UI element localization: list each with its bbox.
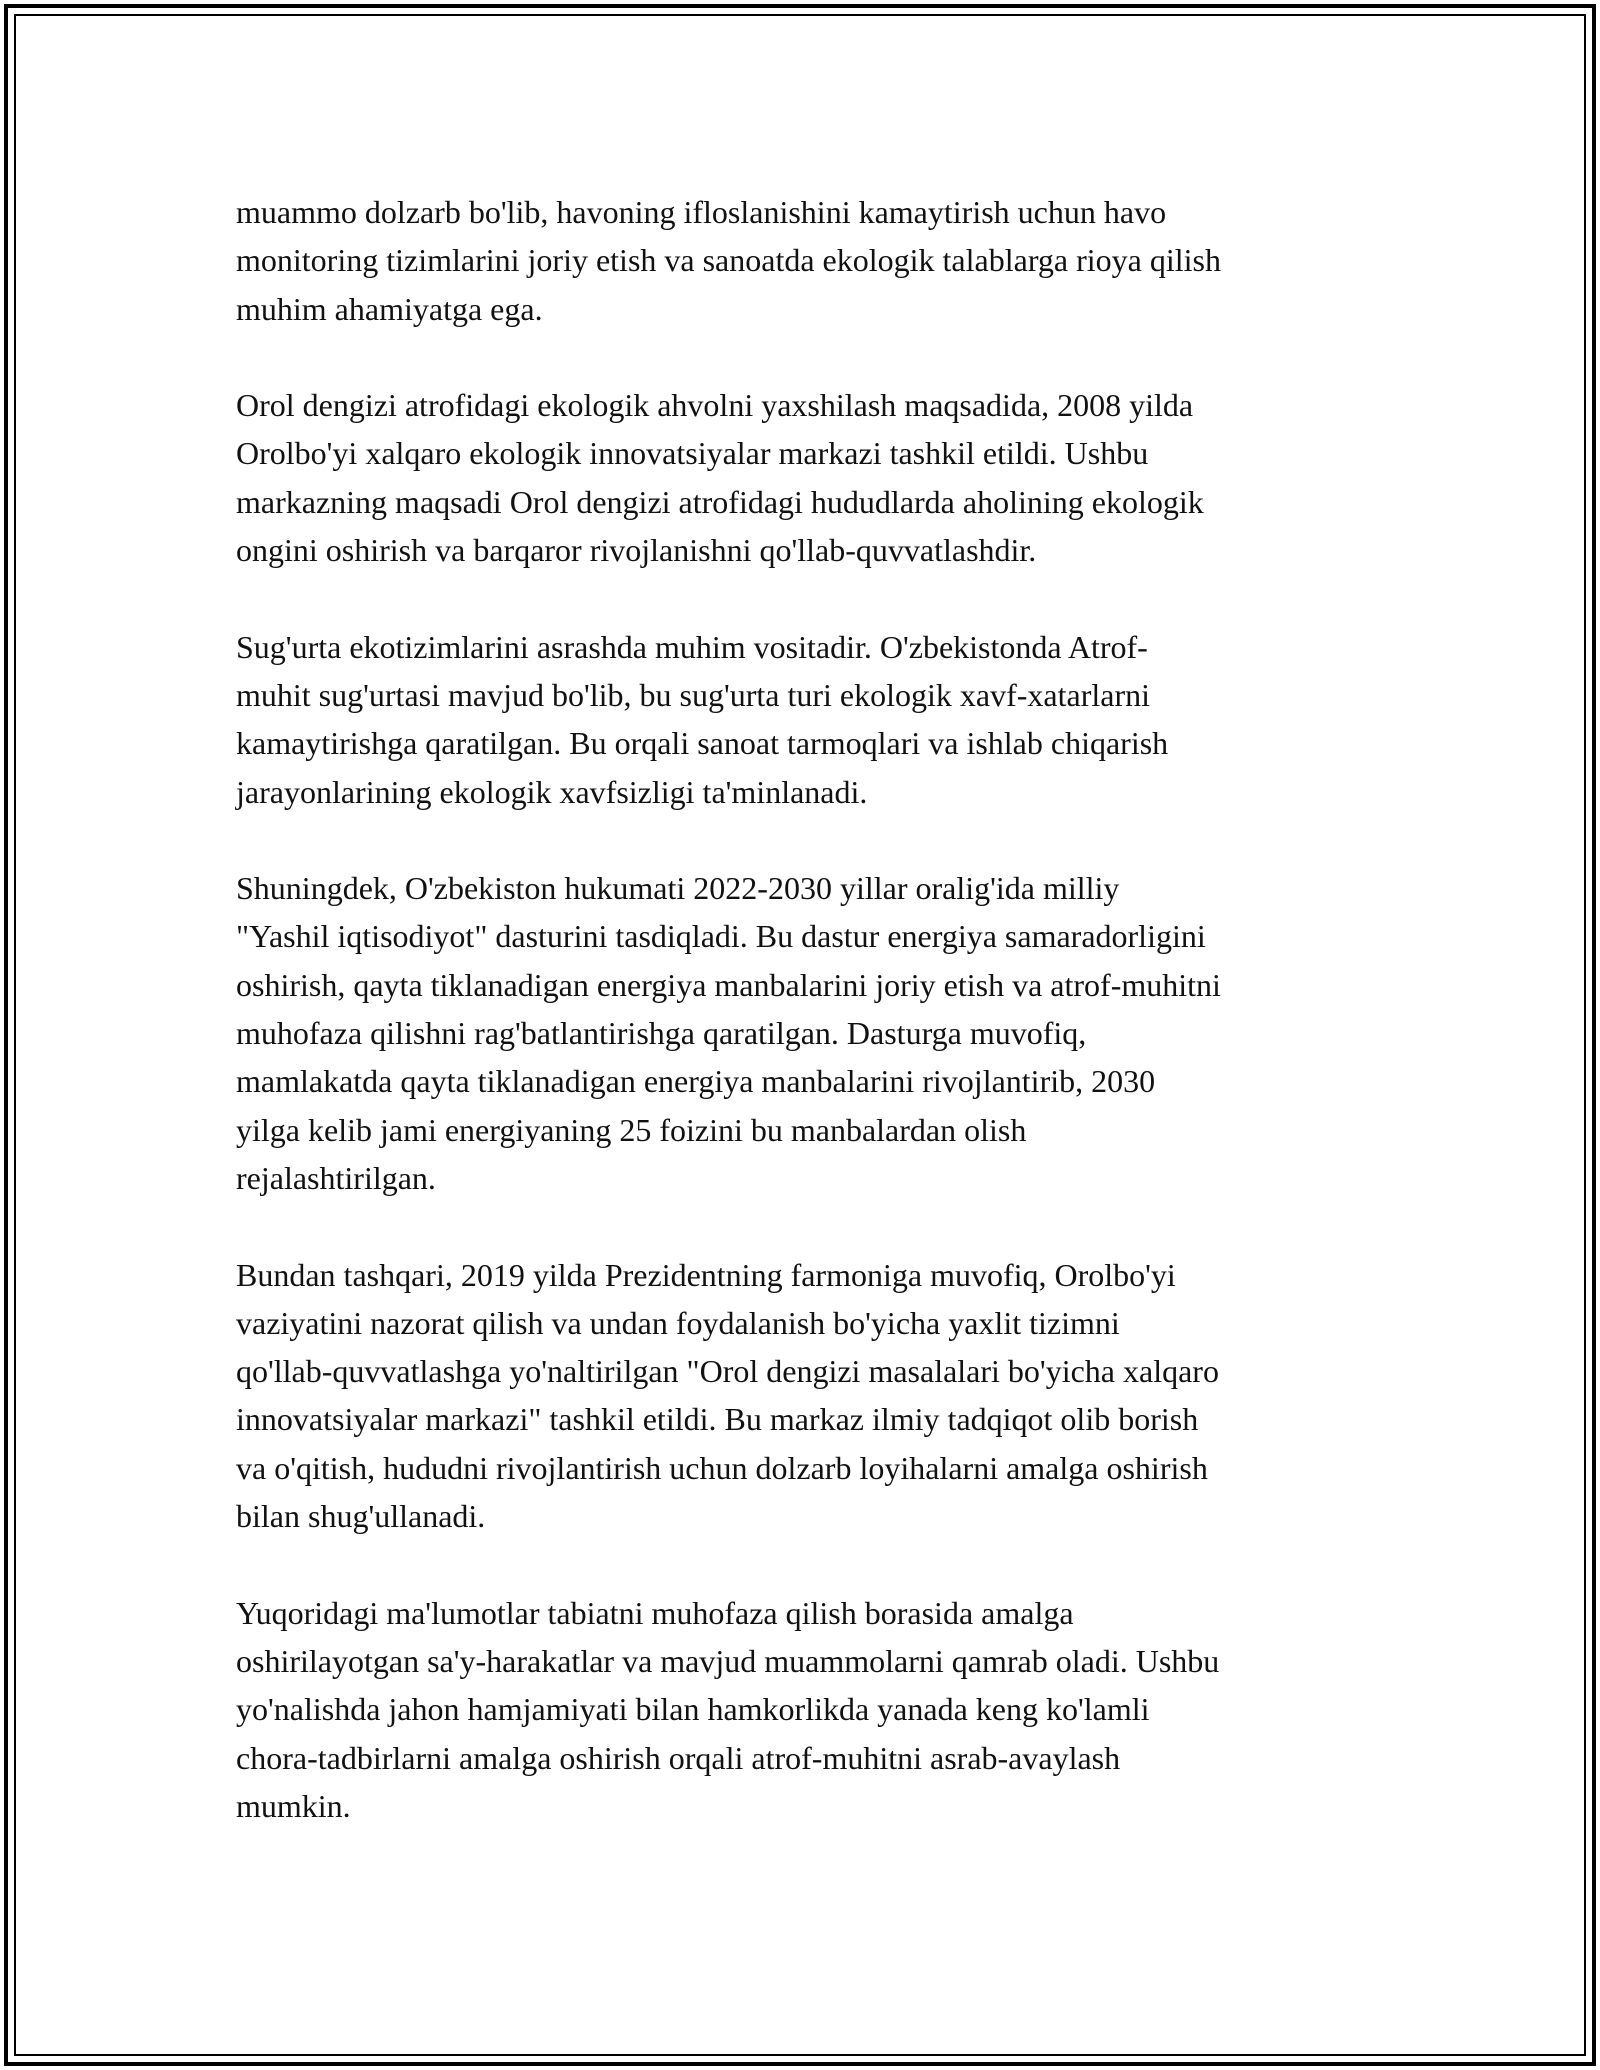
paragraph [236,623,1416,816]
text-line: muhofaza qilishni rag'batlantirishga qaratilgan. Dasturga muvofiq, [236,1015,1087,1052]
document-body [236,188,1416,1878]
text-line: mamlakatda qayta tiklanadigan energiya manbalarini rivojlantirib, 2030 [236,1063,1156,1100]
text-line: monitoring tizimlarini joriy etish va sanoatda ekologik talablarga rioya qilish [236,242,1221,279]
text-line: bilan shug'ullanadi. [236,1498,486,1535]
paragraph [236,864,1416,1202]
text-line: oshirish, qayta tiklanadigan energiya manbalarini joriy etish va atrof-muhitni [236,966,1221,1003]
text-line: chora-tadbirlarni amalga oshirish orqali atrof-muhitni asrab-avaylash [236,1739,1121,1776]
text-line: Orol dengizi atrofidagi ekologik ahvolni yaxshilash maqsadida, 2008 yilda [236,387,1194,424]
text-line: mumkin. [236,1787,351,1824]
text-line: va o'qitish, hududni rivojlantirish uchun dolzarb loyihalarni amalga oshirish [236,1449,1208,1486]
text-line: muhim ahamiyatga ega. [236,290,543,327]
text-line: muhit sug'urtasi mavjud bo'lib, bu sug'urta turi ekologik xavf-xatarlarni [236,676,1151,713]
paragraph [236,188,1416,333]
paragraph [236,381,1416,574]
text-line: oshirilayotgan sa'y-harakatlar va mavjud muammolarni qamrab oladi. Ushbu [236,1642,1220,1679]
text-line: Yuqoridagi ma'lumotlar tabiatni muhofaza qilish borasida amalga [236,1594,1074,1631]
text-line: Bundan tashqari, 2019 yilda Prezidentning farmoniga muvofiq, Orolbo'yi [236,1256,1176,1293]
text-line: "Yashil iqtisodiyot" dasturini tasdiqladi. Bu dastur energiya samaradorligini [236,918,1206,955]
text-line: innovatsiyalar markazi" tashkil etildi. Bu markaz ilmiy tadqiqot olib borish [236,1401,1199,1438]
paragraph [236,1251,1416,1541]
text-line: markazning maqsadi Orol dengizi atrofidagi hududlarda aholining ekologik [236,483,1204,520]
text-line: kamaytirishga qaratilgan. Bu orqali sanoat tarmoqlari va ishlab chiqarish [236,725,1169,762]
text-line: Shuningdek, O'zbekiston hukumati 2022-2030 yillar oralig'ida milliy [236,870,1120,907]
text-line: Orolbo'yi xalqaro ekologik innovatsiyalar markazi tashkil etildi. Ushbu [236,435,1149,472]
text-line: vaziyatini nazorat qilish va undan foydalanish bo'yicha yaxlit tizimni [236,1304,1120,1341]
text-line: yilga kelib jami energiyaning 25 foizini bu manbalardan olish [236,1111,1027,1148]
text-line: yo'nalishda jahon hamjamiyati bilan hamkorlikda yanada keng ko'lamli [236,1691,1150,1728]
text-line: qo'llab-quvvatlashga yo'naltirilgan "Orol dengizi masalalari bo'yicha xalqaro [236,1353,1219,1390]
text-line: muammo dolzarb bo'lib, havoning ifloslanishini kamaytirish uchun havo [236,194,1167,230]
text-line: Sug'urta ekotizimlarini asrashda muhim vositadir. O'zbekistonda Atrof- [236,628,1148,665]
text-line: ongini oshirish va barqaror rivojlanishni qo'llab-quvvatlashdir. [236,532,1037,569]
paragraph [236,1589,1416,1830]
text-line: jarayonlarining ekologik xavfsizligi ta'minlanadi. [236,773,868,810]
text-line: rejalashtirilgan. [236,1159,436,1196]
